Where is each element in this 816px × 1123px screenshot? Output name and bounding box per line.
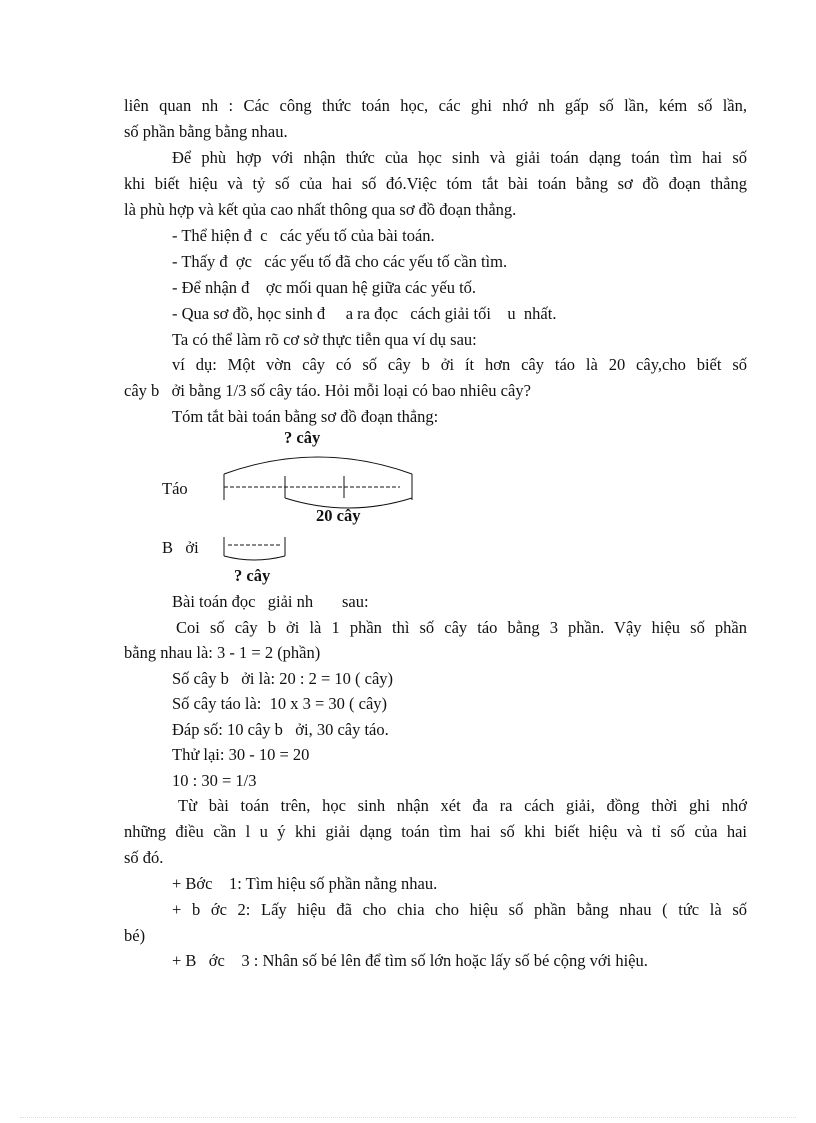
solution-step: Số cây táo là: 10 x 3 = 30 ( cây) (172, 694, 388, 713)
solution-line: bằng nhau là: 3 - 1 = 2 (phần) (124, 643, 321, 662)
diagram-boi-count-label: ? cây (234, 566, 271, 585)
tao-segment (224, 457, 412, 508)
paragraph-line: Tóm tắt bài toán bằng sơ đồ đoạn thẳng: (172, 407, 439, 426)
paragraph-line: số đó. (124, 848, 164, 867)
bullet-item: - Thể hiện đ c các yếu tố của bài toán. (172, 226, 435, 245)
boi-segment (224, 537, 285, 560)
solution-check: Thử lại: 30 - 10 = 20 (172, 745, 310, 764)
paragraph-line: liên quan nh : Các công thức toán học, các ghi nhớ nh gấp số lần, kém số lần, (124, 96, 747, 115)
paragraph-line: số phần bằng bằng nhau. (124, 122, 288, 141)
example-line: cây b ởi bằng 1/3 số cây táo. Hỏi mỗi loại có bao nhiêu cây? (124, 381, 531, 400)
page-bottom-rule (20, 1117, 796, 1118)
diagram-boi-label: B ởi (162, 538, 199, 557)
paragraph-line: khi biết hiệu và tỷ số của hai số đó.Việc tóm tắt bài toán bằng sơ đồ đoạn thẳng (124, 174, 747, 193)
paragraph-line: Để phù hợp với nhận thức của học sinh và giải toán dạng toán tìm hai số (172, 148, 747, 167)
bullet-item: - Qua sơ đồ, học sinh đ a ra đọc cách giải tối u nhất. (172, 304, 557, 323)
method-step: + Bớc 1: Tìm hiệu số phần nằng nhau. (172, 874, 438, 893)
paragraph-line: Từ bài toán trên, học sinh nhận xét đa ra cách giải, đồng thời ghi nhớ (178, 796, 747, 815)
method-step: bé) (124, 926, 146, 945)
method-step: + B ớc 3 : Nhân số bé lên để tìm số lớn hoặc lấy số bé cộng với hiệu. (172, 951, 648, 970)
solution-check: 10 : 30 = 1/3 (172, 771, 257, 790)
diagram-tao-label: Táo (162, 479, 188, 498)
bullet-item: - Để nhận đ ợc mối quan hệ giữa các yếu tố. (172, 278, 477, 297)
solution-step: Số cây b ởi là: 20 : 2 = 10 ( cây) (172, 669, 394, 688)
paragraph-line: những điều cần l u ý khi giải dạng toán tìm hai số khi biết hiệu và tỉ số của hai (124, 822, 747, 841)
paragraph-line: Bài toán đọc giải nh sau: (172, 592, 369, 611)
paragraph-line: Ta có thể làm rõ cơ sở thực tiễn qua ví dụ sau: (172, 330, 477, 349)
solution-answer: Đáp số: 10 cây b ởi, 30 cây táo. (172, 720, 389, 739)
method-step: + b ớc 2: Lấy hiệu đã cho chia cho hiệu số phần bằng nhau ( tức là số (172, 900, 747, 919)
diagram-total-label: ? cây (284, 428, 321, 447)
diagram-difference-label: 20 cây (316, 506, 361, 525)
bullet-item: - Thấy đ ợc các yếu tố đã cho các yếu tố cần tìm. (172, 252, 508, 271)
paragraph-line: là phù hợp và kết qủa cao nhất thông qua sơ đồ đoạn thẳng. (124, 200, 517, 219)
solution-line: Coi số cây b ởi là 1 phần thì số cây táo bằng 3 phần. Vậy hiệu số phần (176, 618, 747, 637)
example-line: ví dụ: Một vờn cây có số cây b ởi ít hơn cây táo là 20 cây,cho biết số (172, 355, 747, 374)
